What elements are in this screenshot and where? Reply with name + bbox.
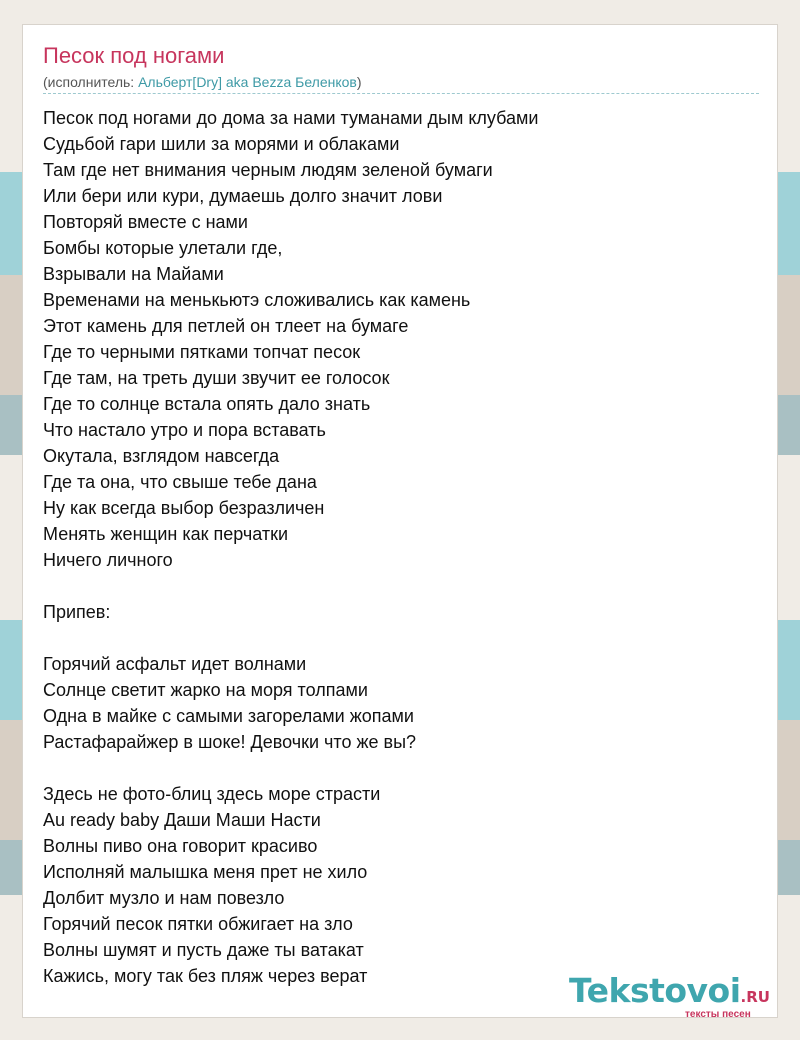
lyric-line: Временами на менькьютэ сложивались как камень <box>43 290 471 310</box>
lyric-line: Растафарайжер в шоке! Девочки что же вы? <box>43 732 417 752</box>
artist-line <box>43 74 362 90</box>
song-title: Песок под ногами <box>43 43 225 68</box>
lyrics-card <box>22 24 778 1018</box>
lyric-line: Повторяй вместе с нами <box>43 212 248 232</box>
site-logo[interactable] <box>569 971 799 1021</box>
lyric-line: Здесь не фото-блиц здесь море страсти <box>43 784 381 804</box>
lyric-line <box>43 625 763 651</box>
lyric-line: Солнце светит жарко на моря толпами <box>43 680 368 700</box>
lyric-line: Ну как всегда выбор безразличен <box>43 498 325 518</box>
logo-name: Tekstovoi <box>569 971 741 1010</box>
lyric-line: Горячий песок пятки обжигает на зло <box>43 914 353 934</box>
lyric-line: Этот камень для петлей он тлеет на бумаге <box>43 316 409 336</box>
lyric-line: Волны пиво она говорит красиво <box>43 836 318 856</box>
lyric-line: Одна в майке с самыми загорелами жопами <box>43 706 414 726</box>
artist-prefix: (исполнитель: <box>43 74 139 90</box>
lyric-line: Исполняй малышка меня прет не хило <box>43 862 368 882</box>
lyric-line: Ничего личного <box>43 550 173 570</box>
logo-tagline: тексты песен <box>685 1009 751 1020</box>
lyric-line: Что настало утро и пора вставать <box>43 420 326 440</box>
lyric-line: Или бери или кури, думаешь долго значит лови <box>43 186 443 206</box>
lyric-line: Горячий асфальт идет волнами <box>43 654 307 674</box>
lyric-line: Песок под ногами до дома за нами туманами дым клубами <box>43 108 539 128</box>
lyric-line: Бомбы которые улетали где, <box>43 238 283 258</box>
lyric-line: Окутала, взглядом навсегда <box>43 446 280 466</box>
lyric-line: Волны шумят и пусть даже ты ватакат <box>43 940 364 960</box>
lyric-line: Долбит музло и нам повезло <box>43 888 285 908</box>
lyric-line: Менять женщин как перчатки <box>43 524 289 544</box>
artist-link[interactable]: Альберт[Dry] aka Bezza Беленков <box>138 74 357 90</box>
lyric-line: Судьбой гари шили за морями и облаками <box>43 134 400 154</box>
lyrics-text <box>43 105 763 989</box>
lyric-line <box>43 755 763 781</box>
lyric-line: Где то черными пятками топчат песок <box>43 342 361 362</box>
lyric-line: Взрывали на Майами <box>43 264 224 284</box>
artist-suffix: ) <box>356 74 362 90</box>
lyric-line <box>43 573 763 599</box>
logo-tld: .RU <box>740 988 770 1006</box>
lyric-line: Там где нет внимания черным людям зеленой бумаги <box>43 160 493 180</box>
lyric-line: Au ready baby Даши Маши Насти <box>43 810 321 830</box>
lyric-line: Где то солнце встала опять дало знать <box>43 394 371 414</box>
lyric-line: Где та она, что свыше тебе дана <box>43 472 317 492</box>
lyric-line: Кажись, могу так без пляж через верат <box>43 966 368 986</box>
dashed-divider <box>43 93 759 94</box>
lyric-line: Где там, на треть души звучит ее голосок <box>43 368 390 388</box>
lyric-line: Припев: <box>43 602 111 622</box>
